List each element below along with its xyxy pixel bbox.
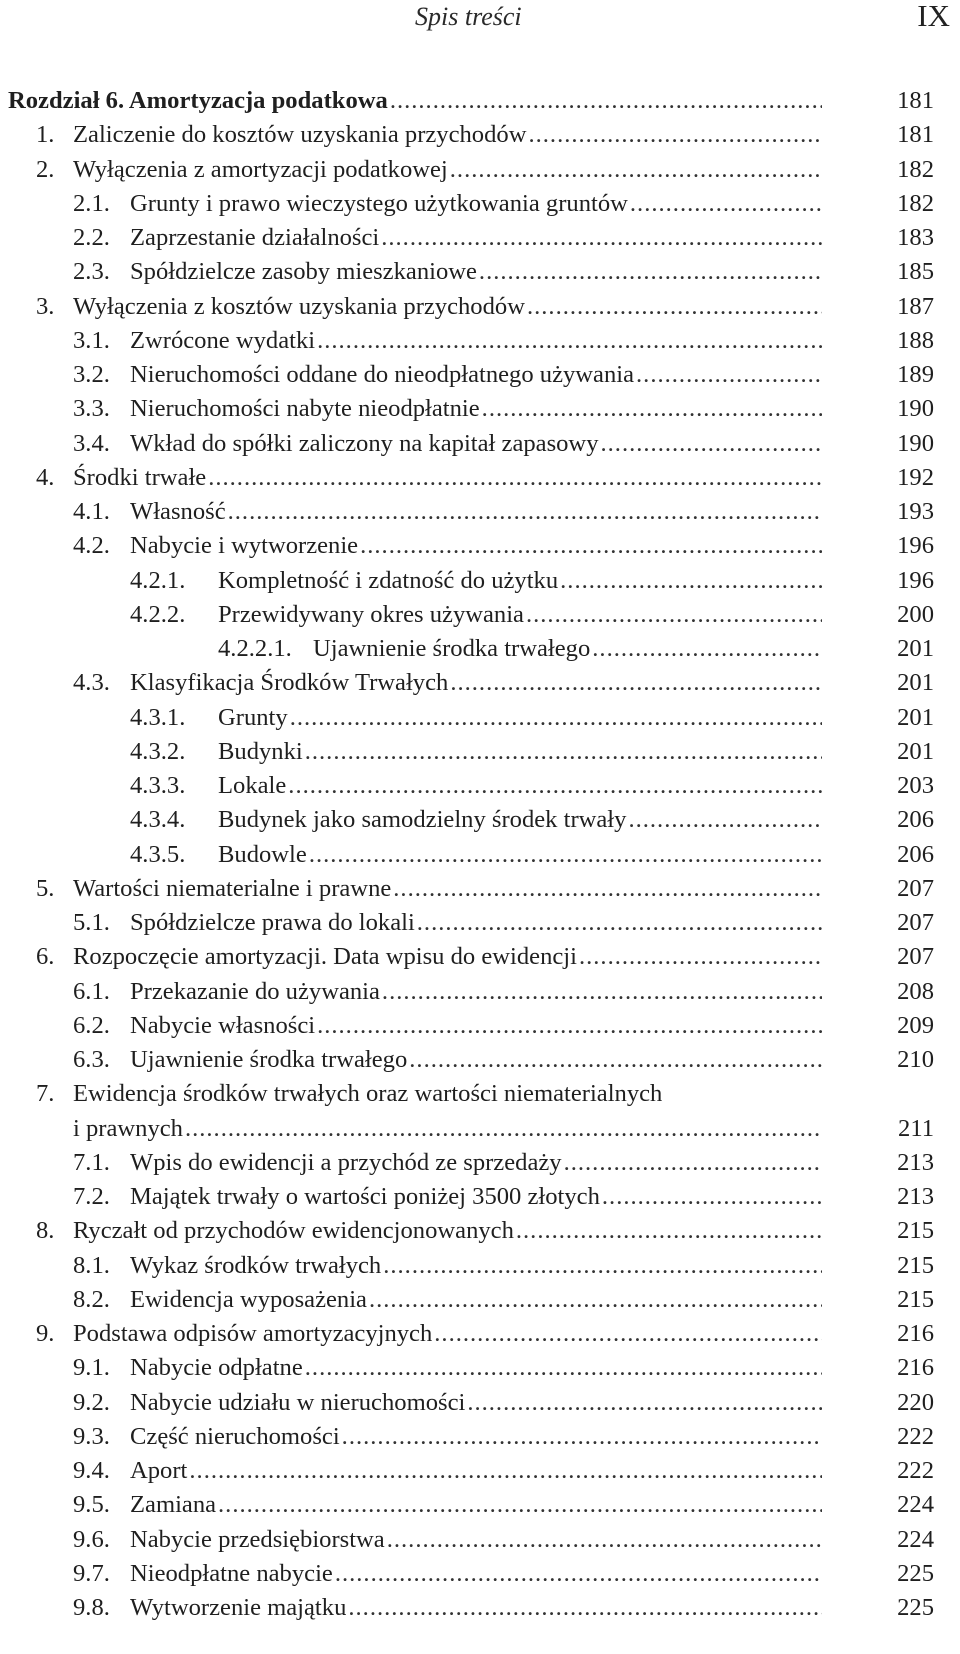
dot-leader — [387, 1523, 822, 1557]
toc-entry-title: Zwrócone wydatki — [130, 326, 316, 354]
dot-leader — [450, 666, 822, 700]
toc-entry — [0, 1077, 960, 1111]
toc-entry-number: 4.3.1. — [130, 703, 186, 731]
toc-entry-number: 2.3. — [73, 258, 110, 286]
toc-entry-number: 9.4. — [73, 1457, 110, 1484]
toc-entry — [0, 940, 960, 974]
toc-entry-number: 4.1. — [73, 498, 110, 525]
toc-entry-title: Nabycie udziału w nieruchomości — [130, 1388, 466, 1416]
toc-entry-number: 4.2.1. — [130, 566, 186, 594]
toc-entry-title: Aport — [130, 1457, 188, 1484]
toc-entry-page: 206 — [897, 806, 934, 834]
toc-entry-number: 3. — [36, 292, 55, 320]
toc-entry-page: 201 — [897, 635, 934, 662]
toc-entry-page: 224 — [897, 1525, 934, 1553]
toc-entry-number: 3.4. — [73, 429, 110, 457]
toc-entry-title: Lokale — [218, 772, 287, 799]
toc-entry-number: 3.2. — [73, 361, 110, 388]
toc-entry-page: 216 — [897, 1354, 934, 1382]
toc-entry-title: Nabycie odpłatne — [130, 1354, 303, 1382]
toc-entry-number: 6.2. — [73, 1011, 110, 1039]
toc-entry — [0, 461, 960, 495]
toc-entry-page: 207 — [897, 874, 934, 902]
toc-entry-page: 200 — [897, 600, 934, 628]
toc-entry-page: 192 — [897, 463, 934, 491]
toc-entry-title: i prawnych — [73, 1114, 183, 1142]
dot-leader — [409, 1043, 822, 1077]
toc-entry — [0, 769, 960, 803]
dot-leader — [305, 735, 822, 769]
dot-leader — [528, 118, 822, 152]
dot-leader — [335, 1557, 822, 1591]
toc-entry-page: 187 — [897, 292, 934, 320]
dot-leader — [526, 598, 822, 632]
toc-entry-page: 182 — [897, 189, 934, 217]
toc-entry-title: Ujawnienie środka trwałego — [130, 1046, 408, 1073]
toc-entry-title: Część nieruchomości — [130, 1422, 340, 1450]
toc-entry-page: 213 — [897, 1148, 934, 1176]
toc-entry-number: 7.1. — [73, 1148, 110, 1176]
dot-leader — [434, 1317, 822, 1351]
toc-entry-page: 201 — [897, 703, 934, 731]
toc-entry-number: 9.8. — [73, 1594, 110, 1621]
toc-entry-page: 210 — [897, 1046, 934, 1073]
dot-leader — [602, 1180, 822, 1214]
toc-entry-title: Ryczałt od przychodów ewidencjonowanych — [73, 1217, 514, 1245]
toc-entry-page: 183 — [897, 224, 934, 251]
toc-entry-title: Nieruchomości nabyte nieodpłatnie — [130, 395, 480, 423]
toc-entry-page: 203 — [897, 772, 934, 799]
page-number: IX — [917, 0, 950, 33]
toc-entry — [0, 1557, 960, 1591]
toc-entry — [0, 1454, 960, 1488]
toc-entry — [0, 1009, 960, 1043]
dot-leader — [628, 803, 822, 837]
toc-entry — [0, 1317, 960, 1351]
toc-entry-number: 2.2. — [73, 224, 110, 251]
toc-entry-title: Grunty i prawo wieczystego użytkowania gruntów — [130, 189, 628, 217]
toc-entry — [0, 803, 960, 837]
toc-entry-title: Spółdzielcze zasoby mieszkaniowe — [130, 258, 477, 286]
toc-entry-page: 222 — [897, 1457, 934, 1484]
toc-entry — [0, 358, 960, 392]
toc-entry — [0, 1249, 960, 1283]
toc-entry-page: 225 — [897, 1594, 934, 1621]
dot-leader — [592, 632, 822, 666]
dot-leader — [564, 1146, 822, 1180]
dot-leader — [450, 153, 822, 187]
toc-entry-page: 224 — [897, 1491, 934, 1519]
dot-leader — [309, 838, 822, 872]
dot-leader — [393, 872, 822, 906]
toc-entry-title: Rozpoczęcie amortyzacji. Data wpisu do ewidencji — [73, 943, 577, 971]
toc-entry-page: 196 — [897, 532, 934, 560]
toc-entry-number: 4.3. — [73, 669, 110, 697]
toc-entry — [0, 84, 960, 118]
toc-entry-number: 4.2. — [73, 532, 110, 560]
toc-entry-page: 190 — [897, 395, 934, 423]
toc-entry-number: 4.3.2. — [130, 737, 186, 765]
toc-entry-number: 4.3.3. — [130, 772, 186, 799]
toc-entry-title: Nieodpłatne nabycie — [130, 1559, 333, 1587]
toc-entry-title: Wartości niematerialne i prawne — [73, 874, 392, 902]
dot-leader — [390, 84, 822, 118]
toc-entry — [0, 1420, 960, 1454]
toc-entry — [0, 1283, 960, 1317]
toc-entry-title: Własność — [130, 498, 226, 525]
toc-entry — [0, 735, 960, 769]
dot-leader — [305, 1351, 822, 1385]
toc-entry-title: Wyłączenia z kosztów uzyskania przychodów — [73, 292, 525, 320]
toc-entry — [0, 838, 960, 872]
toc-entry-number: 9.5. — [73, 1491, 110, 1519]
toc-entry-number: 9.6. — [73, 1525, 110, 1553]
toc-entry — [0, 666, 960, 700]
toc-entry — [0, 1386, 960, 1420]
toc-entry — [0, 290, 960, 324]
dot-leader — [228, 495, 822, 529]
toc-entry-title: Nabycie i wytworzenie — [130, 532, 359, 560]
toc-entry-page: 222 — [897, 1422, 934, 1450]
toc-entry-page: 189 — [897, 361, 934, 388]
dot-leader — [417, 906, 822, 940]
toc-entry-page: 181 — [897, 121, 934, 149]
toc-entry — [0, 221, 960, 255]
toc-entry-page: 185 — [897, 258, 934, 286]
toc-entry-title: Wpis do ewidencji a przychód ze sprzedaży — [130, 1148, 562, 1176]
toc-entry — [0, 1214, 960, 1248]
toc-entry — [0, 324, 960, 358]
dot-leader — [560, 564, 822, 598]
dot-leader — [288, 769, 822, 803]
toc-entry-title: Grunty — [218, 703, 288, 731]
toc-entry — [0, 392, 960, 426]
dot-leader — [482, 392, 822, 426]
toc-entry — [0, 529, 960, 563]
dot-leader — [479, 255, 822, 289]
toc-entry-page: 215 — [897, 1251, 934, 1279]
toc-entry-number: 4. — [36, 463, 55, 491]
toc-entry-title: Rozdział 6. Amortyzacja podatkowa — [8, 87, 388, 114]
toc-entry-title: Klasyfikacja Środków Trwałych — [130, 669, 449, 697]
toc-entry — [0, 1351, 960, 1385]
toc-entry-number: 5. — [36, 874, 55, 902]
toc-entry-page: 188 — [897, 326, 934, 354]
toc-entry-title: Podstawa odpisów amortyzacyjnych — [73, 1320, 433, 1347]
toc-entry-title: Wkład do spółki zaliczony na kapitał zapasowy — [130, 429, 599, 457]
toc-entry-title: Kompletność i zdatność do użytku — [218, 566, 559, 594]
toc-entry-title: Wykaz środków trwałych — [130, 1251, 382, 1279]
dot-leader — [527, 290, 822, 324]
toc-entry — [0, 1180, 960, 1214]
dot-leader — [369, 1283, 822, 1317]
toc-entry-number: 5.1. — [73, 909, 110, 936]
toc-entry-title: Zamiana — [130, 1491, 217, 1519]
toc-entry-page: 215 — [897, 1285, 934, 1313]
toc-entry-title: Przekazanie do używania — [130, 977, 380, 1005]
dot-leader — [601, 427, 823, 461]
toc-entry-number: 8. — [36, 1217, 55, 1245]
dot-leader — [516, 1214, 822, 1248]
toc-entry-title: Spółdzielcze prawa do lokali — [130, 909, 415, 936]
toc-entry-page: 207 — [897, 909, 934, 936]
running-head-title: Spis treści — [415, 2, 522, 31]
toc-entry-title: Ujawnienie środka trwałego — [313, 635, 591, 662]
toc-entry-number: 3.1. — [73, 326, 110, 354]
toc-entry — [0, 701, 960, 735]
dot-leader — [467, 1386, 822, 1420]
dot-leader — [208, 461, 822, 495]
toc-entry-title: Przewidywany okres używania — [218, 600, 524, 628]
toc-entry-number: 9. — [36, 1320, 55, 1347]
toc-entry-number: 8.1. — [73, 1251, 110, 1279]
dot-leader — [317, 324, 822, 358]
toc-entry-title: Budynki — [218, 737, 303, 765]
dot-leader — [382, 975, 822, 1009]
toc-entry — [0, 1591, 960, 1625]
toc-entry-page: 201 — [897, 737, 934, 765]
toc-entry — [0, 1043, 960, 1077]
toc-entry-number: 3.3. — [73, 395, 110, 423]
dot-leader — [630, 187, 822, 221]
toc-entry-title: Wytworzenie majątku — [130, 1594, 347, 1621]
dot-leader — [185, 1112, 822, 1146]
toc-entry-number: 7.2. — [73, 1183, 110, 1210]
toc-entry-page: 211 — [898, 1114, 934, 1142]
toc-entry-number: 2. — [36, 155, 55, 183]
toc-entry-page: 213 — [897, 1183, 934, 1210]
toc-entry — [0, 975, 960, 1009]
toc-entry-page: 182 — [897, 155, 934, 183]
toc-entry-title: Zaprzestanie działalności — [130, 224, 380, 251]
toc-entry-number: 1. — [36, 121, 55, 149]
toc-entry-page: 225 — [897, 1559, 934, 1587]
toc-entry-title: Nieruchomości oddane do nieodpłatnego używania — [130, 361, 635, 388]
toc-entry — [0, 153, 960, 187]
dot-leader — [290, 701, 822, 735]
toc-entry-page: 196 — [897, 566, 934, 594]
toc-entry — [0, 1112, 960, 1146]
dot-leader — [636, 358, 822, 392]
toc-entry-page: 209 — [897, 1011, 934, 1039]
toc-entry — [0, 1488, 960, 1522]
toc-entry-number: 9.2. — [73, 1388, 110, 1416]
toc-entry-number: 4.2.2. — [130, 600, 186, 628]
table-of-contents — [0, 84, 960, 1625]
toc-entry-number: 9.1. — [73, 1354, 110, 1382]
toc-entry-title: Nabycie własności — [130, 1011, 316, 1039]
toc-entry — [0, 564, 960, 598]
dot-leader — [189, 1454, 822, 1488]
toc-entry-page: 207 — [897, 943, 934, 971]
dot-leader — [348, 1591, 822, 1625]
toc-entry — [0, 427, 960, 461]
toc-entry-page: 216 — [897, 1320, 934, 1347]
toc-entry-number: 4.2.2.1. — [218, 635, 292, 662]
toc-entry — [0, 187, 960, 221]
toc-entry-title: Środki trwałe — [73, 463, 207, 491]
toc-entry-title: Majątek trwały o wartości poniżej 3500 złotych — [130, 1183, 600, 1210]
toc-entry — [0, 632, 960, 666]
dot-leader — [383, 1249, 822, 1283]
toc-entry — [0, 255, 960, 289]
toc-entry — [0, 872, 960, 906]
running-head — [0, 0, 960, 40]
toc-entry-title: Wyłączenia z amortyzacji podatkowej — [73, 155, 448, 183]
toc-entry-page: 206 — [897, 840, 934, 868]
toc-entry — [0, 1146, 960, 1180]
toc-entry-page: 190 — [897, 429, 934, 457]
toc-entry-number: 2.1. — [73, 189, 110, 217]
toc-entry-page: 193 — [897, 498, 934, 525]
toc-entry-number: 4.3.4. — [130, 806, 186, 834]
dot-leader — [342, 1420, 822, 1454]
dot-leader — [360, 529, 822, 563]
toc-entry-number: 4.3.5. — [130, 840, 186, 868]
toc-entry-number: 7. — [36, 1080, 55, 1108]
toc-entry-title: Budowle — [218, 840, 307, 868]
toc-entry-title: Ewidencja wyposażenia — [130, 1285, 367, 1313]
toc-entry-title: Nabycie przedsiębiorstwa — [130, 1525, 385, 1553]
dot-leader — [381, 221, 822, 255]
toc-entry-page: 215 — [897, 1217, 934, 1245]
toc-entry-page: 201 — [897, 669, 934, 697]
toc-entry-title: Budynek jako samodzielny środek trwały — [218, 806, 627, 834]
dot-leader — [579, 940, 822, 974]
toc-entry-number: 6. — [36, 943, 55, 971]
toc-entry — [0, 906, 960, 940]
toc-entry — [0, 118, 960, 152]
toc-entry — [0, 495, 960, 529]
toc-entry — [0, 1523, 960, 1557]
dot-leader — [317, 1009, 822, 1043]
toc-entry-number: 9.3. — [73, 1422, 110, 1450]
toc-entry-page: 181 — [897, 87, 934, 114]
toc-entry-number: 6.3. — [73, 1046, 110, 1073]
toc-entry-page: 208 — [897, 977, 934, 1005]
toc-entry-page: 220 — [897, 1388, 934, 1416]
toc-entry-number: 8.2. — [73, 1285, 110, 1313]
toc-entry — [0, 598, 960, 632]
toc-entry-title: Ewidencja środków trwałych oraz wartości niematerialnych — [73, 1080, 663, 1108]
toc-entry-number: 9.7. — [73, 1559, 110, 1587]
dot-leader — [218, 1488, 822, 1522]
toc-entry-title: Zaliczenie do kosztów uzyskania przychodów — [73, 121, 527, 149]
toc-entry-number: 6.1. — [73, 977, 110, 1005]
